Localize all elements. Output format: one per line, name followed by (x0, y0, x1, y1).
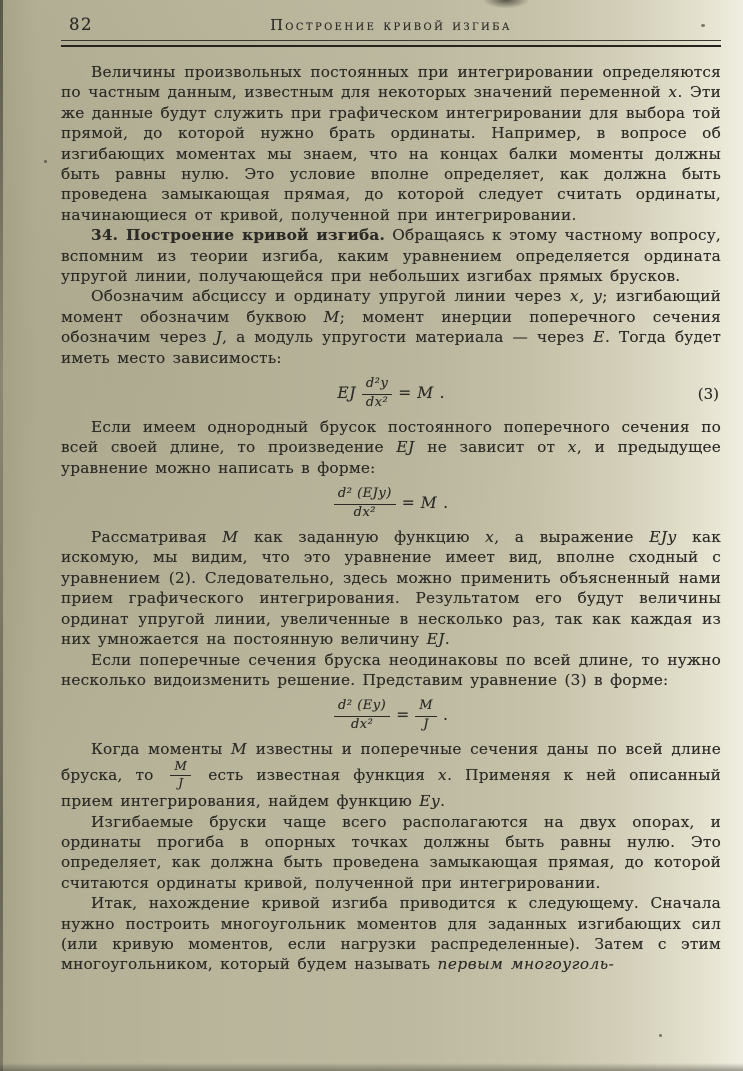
text-run: Рассматривая (91, 528, 223, 547)
equation-number: (3) (697, 385, 719, 404)
text-run: EJ (337, 384, 356, 403)
scan-speck (659, 1034, 662, 1037)
text-run: первым многоуголь- (437, 955, 615, 974)
paragraph (61, 417, 721, 478)
fraction-denominator: dx² (353, 505, 377, 521)
text-run: = (401, 494, 415, 513)
page-number: 82 (69, 15, 93, 34)
text-run: . (443, 494, 449, 513)
scan-smudge (484, 0, 528, 8)
text-run: не зависит от (414, 438, 568, 457)
fraction-numerator: d²y (362, 377, 392, 394)
text-run: 34. Построение кривой изгиба. (91, 226, 385, 245)
text-run: J (215, 328, 223, 347)
text-run: M (323, 307, 340, 326)
text-run: , а выражение (494, 528, 650, 547)
paragraph (61, 893, 721, 975)
text-run: M (420, 494, 438, 513)
text-run: . (439, 384, 445, 403)
text-run: M (222, 528, 239, 547)
text-run: ; изгибающий момент обозначим буквою (61, 287, 721, 326)
paragraph (61, 739, 721, 811)
formula (61, 699, 721, 733)
text-run: Изгибаемые бруски чаще всего располагаются на двух опорах, и ординаты прогиба в опорных точках должны быть равны нулю. Это определяет, как должна быть проведена замыкающая прямая, до которой считаются ординаты кривой, полученной при интегрировании. (61, 812, 721, 892)
text-run: , а модуль упругости материала — через (222, 328, 594, 347)
text-run: x, y (569, 287, 603, 306)
text-run: есть известная функция (195, 765, 439, 784)
text-run: EJ (396, 438, 415, 457)
text-run: = (398, 384, 412, 403)
text-run: Ey (419, 792, 441, 811)
text-run: Обозначим абсциссу и ординату упругой линии через (91, 287, 570, 306)
header-rule (61, 40, 721, 47)
fraction (415, 699, 437, 733)
fraction-denominator: dx² (350, 717, 374, 733)
page-content (61, 12, 721, 975)
paragraph (61, 286, 721, 368)
paragraph (61, 527, 721, 649)
scan-edge-bottom-shadow (0, 1063, 743, 1071)
page-body (61, 62, 721, 975)
text-run: как искомую, мы видим, что это уравнение имеет вид, вполне сходный с уравнением (2). Следовательно, здесь можно применить объясненный нами прием графического интегрирования. Результатом его будут величины ординат упругой линии, увеличенные в несколько раз, так как каждая из них умножается на постоянную величину (61, 528, 721, 649)
fraction-numerator: M (415, 699, 437, 716)
text-run: Обращаясь к этому частному вопросу, вспомним из теории изгиба, каким уравнением определяется ордината упругой линии, получающейся при небольших изгибах прямых брусков. (61, 226, 721, 286)
text-run: EJ (426, 630, 445, 649)
text-run: x (668, 83, 678, 102)
text-run: x (485, 528, 495, 547)
page-header (61, 12, 721, 39)
equation (334, 376, 447, 411)
fraction-denominator: J (178, 776, 184, 791)
text-run: известны и поперечные сечения даны по всей длине бруска, то (61, 740, 721, 784)
text-run: Когда моменты (91, 740, 232, 759)
scan-speck (44, 160, 47, 163)
fraction-denominator: dx² (365, 395, 389, 411)
text-run: Если имеем однородный брусок постоянного поперечного сечения по всей своей длине, то произведение (61, 417, 721, 457)
text-run: ; момент инерции поперечного сечения обозначим через (61, 307, 721, 347)
text-run: Величины произвольных постоянных при интегрировании определяются по частным данным, известным для некоторых значений переменной (61, 63, 721, 102)
equation (331, 698, 451, 733)
text-run: M (417, 384, 434, 403)
running-title: Построение кривой изгиба (270, 18, 512, 34)
text-run: M (231, 740, 248, 759)
text-run: . Применяя к ней описанный прием интегрирования, найдем функцию (61, 765, 722, 811)
fraction-numerator: d² (EJy) (334, 487, 396, 504)
text-run: как заданную функцию (238, 528, 486, 547)
fraction (362, 377, 392, 411)
text-run: . (443, 706, 448, 725)
text-run: Если поперечные сечения бруска неодинаковы по всей длине, то нужно несколько видоизменить решение. Представим уравнение (3) в форме: (61, 650, 721, 689)
text-run: , и предыдущее уравнение можно написать в форме: (61, 438, 721, 477)
paragraph (61, 812, 721, 894)
text-run: Итак, нахождение кривой изгиба приводится к следующему. Сначала нужно построить многоугольник моментов для заданных изгибающих сил (или кривую моментов, если нагрузки распределенные). Затем с этим многоугольником, который будем называть (61, 894, 721, 974)
fraction (170, 760, 191, 792)
fraction-denominator: J (423, 717, 429, 733)
equation (331, 486, 451, 521)
text-run: x (567, 438, 577, 457)
paragraph (61, 225, 721, 286)
text-run: E (593, 328, 605, 347)
fraction-numerator: M (170, 760, 191, 776)
text-run: . Тогда будет иметь место зависимость: (61, 328, 721, 367)
paragraph (61, 650, 721, 691)
scan-edge-left-shadow (0, 0, 3, 1071)
fraction (334, 487, 396, 521)
formula (61, 377, 721, 411)
text-run: . Эти же данные будут служить при графическом интегрировании для выбора той прямой, до которой нужно брать ординаты. Например, в вопросе об изгибающих моментах мы знаем, что на концах балки моменты должны быть равны нулю. Это условие вполне определяет, как должна быть проведена замыкающая прямая, до которой следует считать ординаты, начинающиеся от кривой, полученной при интегрировании. (61, 83, 721, 224)
text-run: . (444, 630, 450, 649)
text-run: EJy (649, 528, 677, 547)
paragraph (61, 62, 721, 225)
text-run: = (396, 706, 410, 725)
text-run: . (440, 792, 446, 811)
text-run: x (438, 765, 448, 784)
fraction-numerator: d² (Ey) (334, 699, 390, 716)
formula (61, 487, 721, 521)
fraction (334, 699, 390, 733)
